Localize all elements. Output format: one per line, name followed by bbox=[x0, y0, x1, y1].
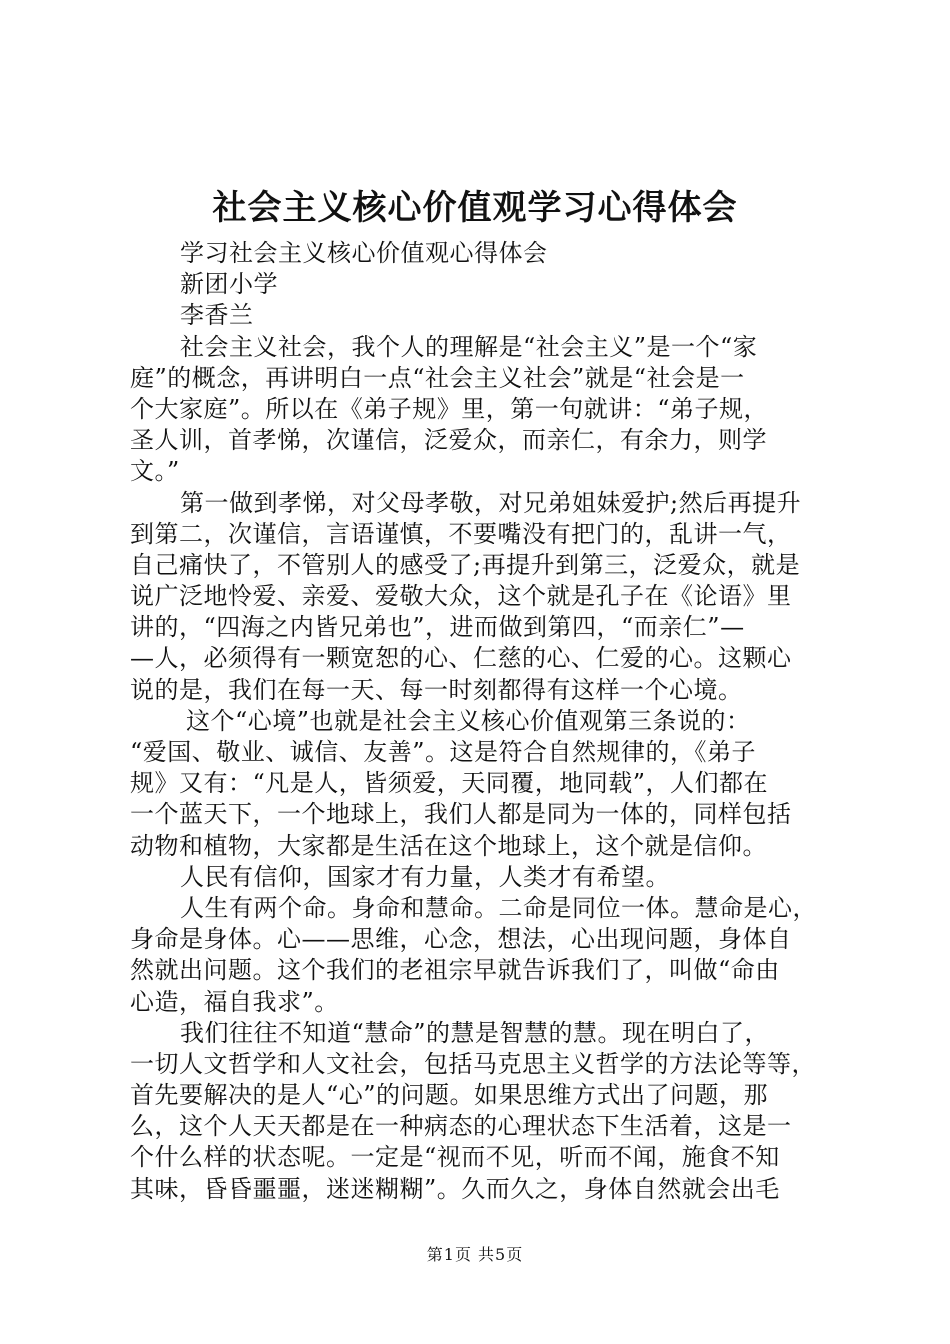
text-line: 到第二，次谨信，言语谨慎，不要嘴没有把门的，乱讲一气， bbox=[130, 519, 792, 548]
document-title: 社会主义核心价值观学习心得体会 bbox=[212, 188, 738, 228]
text-line: 庭”的概念，再讲明白一点“社会主义社会”就是“社会是一 bbox=[130, 363, 745, 392]
text-line: 动物和植物，大家都是生活在这个地球上，这个就是信仰。 bbox=[130, 831, 767, 860]
text-line: 心造，福自我求”。 bbox=[130, 987, 339, 1016]
text-line: 学习社会主义核心价值观心得体会 bbox=[180, 239, 548, 267]
text-line: 一个蓝天下，一个地球上，我们人都是同为一体的，同样包括 bbox=[130, 800, 792, 829]
text-line: 文。” bbox=[130, 457, 180, 486]
text-line: 社会主义社会，我个人的理解是“社会主义”是一个“家 bbox=[180, 332, 758, 361]
text-line: 第一做到孝悌，对父母孝敬，对兄弟姐妹爱护;然后再提升 bbox=[180, 488, 802, 517]
text-line: “爱国、敬业、诚信、友善”。这是符合自然规律的，《弟子 bbox=[130, 738, 757, 766]
text-line: 么，这个人天天都是在一种病态的心理状态下生活着，这是一 bbox=[130, 1112, 792, 1141]
text-line: 一切人文哲学和人文社会，包括马克思主义哲学的方法论等等， bbox=[130, 1049, 816, 1078]
text-line: 李香兰 bbox=[180, 301, 254, 330]
text-line: 人生有两个命。身命和慧命。二命是同位一体。慧命是心， bbox=[180, 893, 817, 922]
text-line: 个大家庭”。所以在《弟子规》里，第一句就讲：“弟子规， bbox=[130, 394, 769, 423]
text-line: 规》又有：“凡是人，皆须爱，天同覆，地同载”，人们都在 bbox=[130, 769, 769, 798]
document-body bbox=[130, 238, 830, 1205]
text-line: 圣人训，首孝悌，次谨信，泛爱众，而亲仁，有余力，则学 bbox=[130, 426, 767, 455]
text-line: 自己痛快了，不管别人的感受了;再提升到第三，泛爱众，就是 bbox=[130, 550, 801, 579]
text-line: 首先要解决的是人“心”的问题。如果思维方式出了问题，那 bbox=[130, 1081, 769, 1110]
text-line: 讲的，“四海之内皆兄弟也”，进而做到第四，“而亲仁”— bbox=[130, 613, 745, 642]
text-line: 其味，昏昏噩噩，迷迷糊糊”。久而久之，身体自然就会出毛 bbox=[130, 1174, 780, 1203]
text-line: —人，必须得有一颗宽恕的心、仁慈的心、仁爱的心。这颗心 bbox=[130, 644, 792, 673]
text-line: 个什么样的状态呢。一定是“视而不见，听而不闻，施食不知 bbox=[130, 1143, 780, 1172]
text-line: 身命是身体。心——思维，心念，想法，心出现问题，身体自 bbox=[130, 925, 792, 954]
text-line: 然就出问题。这个我们的老祖宗早就告诉我们了，叫做“命由 bbox=[130, 956, 780, 985]
text-line: 人民有信仰，国家才有力量，人类才有希望。 bbox=[180, 862, 670, 891]
text-line: 说广泛地怜爱、亲爱、爱敬大众，这个就是孔子在《论语》里 bbox=[130, 582, 792, 611]
text-line: 这个“心境”也就是社会主义核心价值观第三条说的： bbox=[186, 706, 751, 735]
page-footer: 第1页 共5页 bbox=[426, 1245, 524, 1264]
text-line: 我们往往不知道“慧命”的慧是智慧的慧。现在明白了， bbox=[180, 1018, 770, 1047]
text-line: 说的是，我们在每一天、每一时刻都得有这样一个心境。 bbox=[130, 675, 743, 704]
text-line: 新团小学 bbox=[180, 270, 278, 299]
